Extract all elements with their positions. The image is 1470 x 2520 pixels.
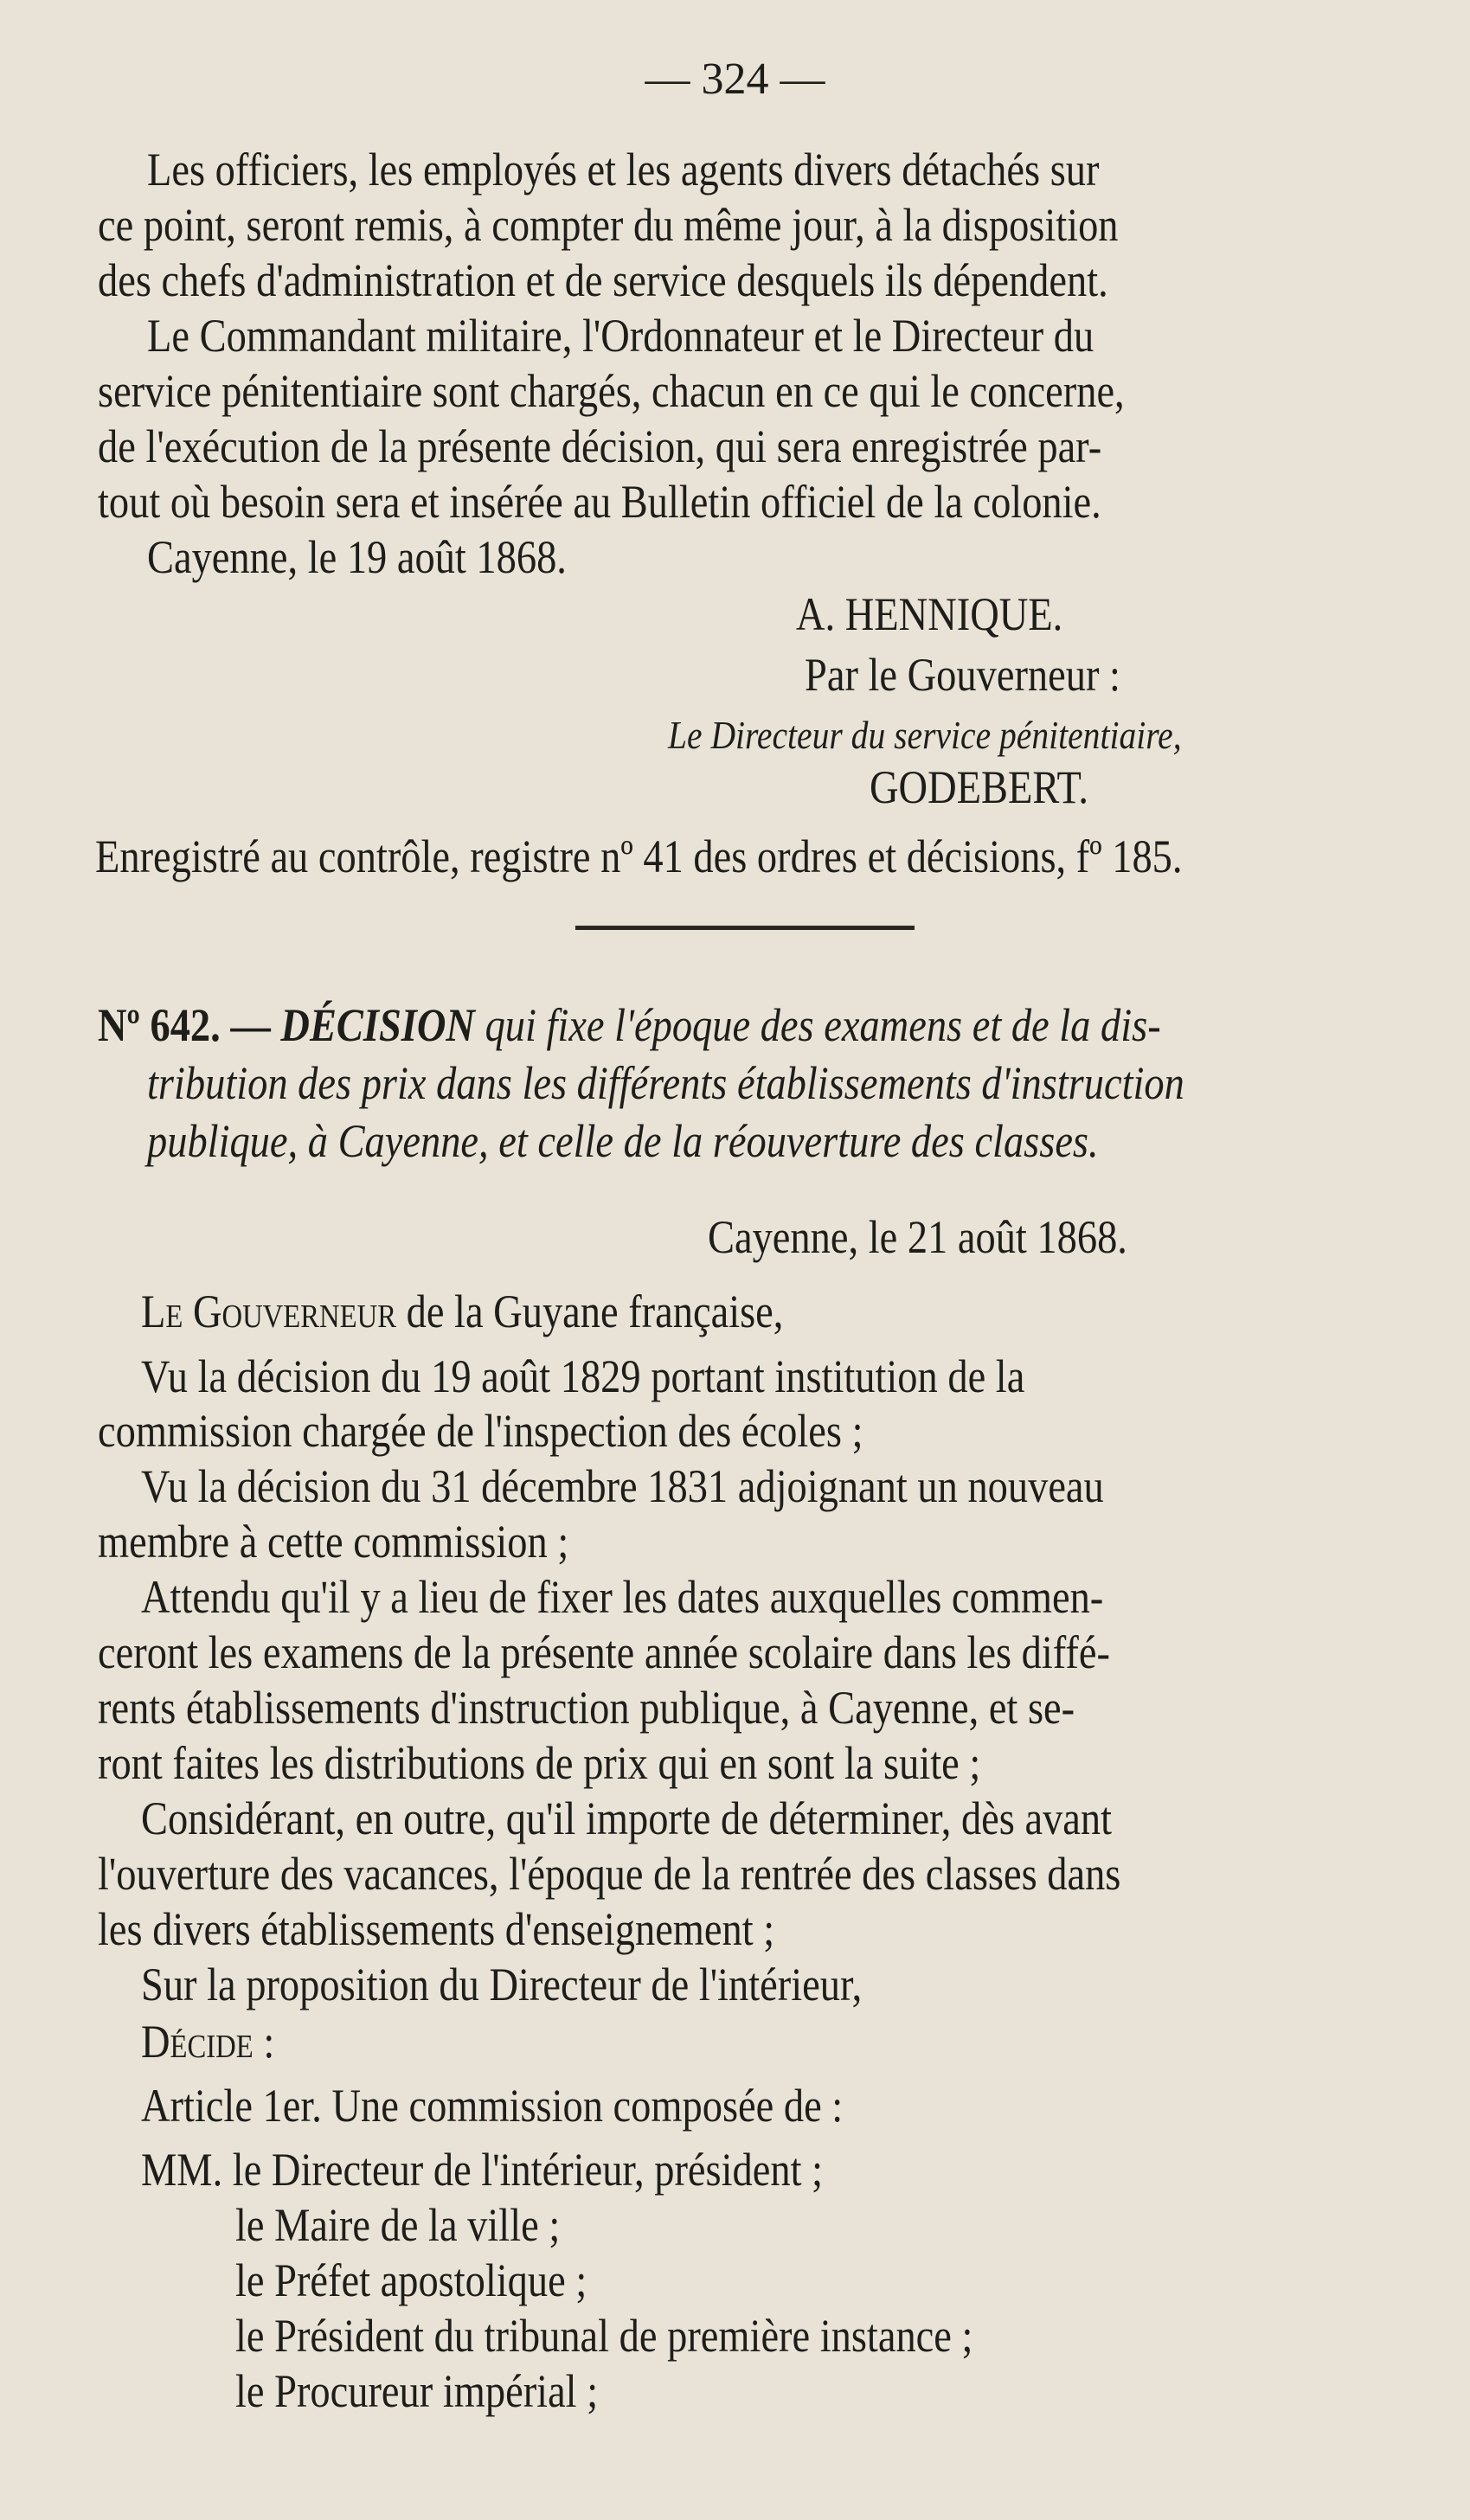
par-le-gouverneur: Par le Gouverneur : [805,649,1120,701]
body-line: membre à cette commission ; [98,1516,569,1568]
directeur-title: Le Directeur du service pénitentiaire, [668,713,1182,757]
decision-number: Nº 642. — [98,999,271,1051]
body-line: Considérant, en outre, qu'il importe de déterminer, dès avant [141,1792,1113,1844]
decide-label: Décide : [141,2016,275,2068]
gouverneur-label: Le Gouverneur [141,1286,397,1337]
page-number: — 324 — [645,55,825,104]
decision-title-line: publique, à Cayenne, et celle de la réouverture des classes. [147,1115,1099,1167]
member-line: le Procureur impérial ; [235,2365,599,2417]
article-1: Article 1er. Une commission composée de : [141,2080,844,2132]
body-line: l'ouverture des vacances, l'époque de la rentrée des classes dans [98,1848,1121,1900]
body-line: Vu la décision du 19 août 1829 portant institution de la [141,1350,1025,1402]
member-line: le Maire de la ville ; [235,2199,561,2251]
text-line: Le Commandant militaire, l'Ordonnateur et le Directeur du [147,310,1094,362]
body-line: ront faites les distributions de prix qui en sont la suite ; [98,1737,981,1789]
member-line: MM. le Directeur de l'intérieur, président ; [141,2144,823,2196]
body-line: Vu la décision du 31 décembre 1831 adjoignant un nouveau [141,1460,1104,1512]
body-line: Sur la proposition du Directeur de l'intérieur, [141,1959,863,2010]
text-line: ce point, seront remis, à compter du même jour, à la disposition [98,199,1119,251]
body-line: Attendu qu'il y a lieu de fixer les dates auxquelles commen- [141,1571,1104,1623]
body-line: ceront les examens de la présente année scolaire dans les diffé- [98,1626,1110,1678]
member-line: le Préfet apostolique ; [235,2254,587,2306]
signature-hennique: A. HENNIQUE. [796,588,1063,640]
gouverneur-line [141,1286,783,1337]
signature-godebert: GODEBERT. [870,761,1089,813]
decision-date: Cayenne, le 21 août 1868. [708,1211,1127,1263]
section-divider [575,926,915,930]
date-line: Cayenne, le 19 août 1868. [147,531,567,583]
text-line: de l'exécution de la présente décision, qui sera enregistrée par- [98,420,1102,472]
text-line: service pénitentiaire sont chargés, chacun en ce qui le concerne, [98,365,1125,417]
decision-heading [98,999,1161,1051]
text-line: Les officiers, les employés et les agents divers détachés sur [147,144,1100,196]
registration-note: Enregistré au contrôle, registre nº 41 des ordres et décisions, fº 185. [95,830,1183,882]
gouverneur-rest: de la Guyane française, [396,1286,784,1337]
body-line: les divers établissements d'enseignement ; [98,1903,775,1955]
text-line: tout où besoin sera et insérée au Bulletin officiel de la colonie. [98,476,1101,528]
body-line: commission chargée de l'inspection des écoles ; [98,1405,863,1457]
member-line: le Président du tribunal de première instance ; [235,2310,973,2362]
decision-title-line: tribution des prix dans les différents établissements d'instruction [147,1057,1184,1109]
text-line: des chefs d'administration et de service desquels ils dépendent. [98,254,1108,306]
decision-title-part: qui fixe l'époque des examens et de la dis- [474,999,1161,1051]
body-line: rents établissements d'instruction publique, à Cayenne, et se- [98,1682,1075,1734]
decision-word: DÉCISION [280,999,475,1051]
